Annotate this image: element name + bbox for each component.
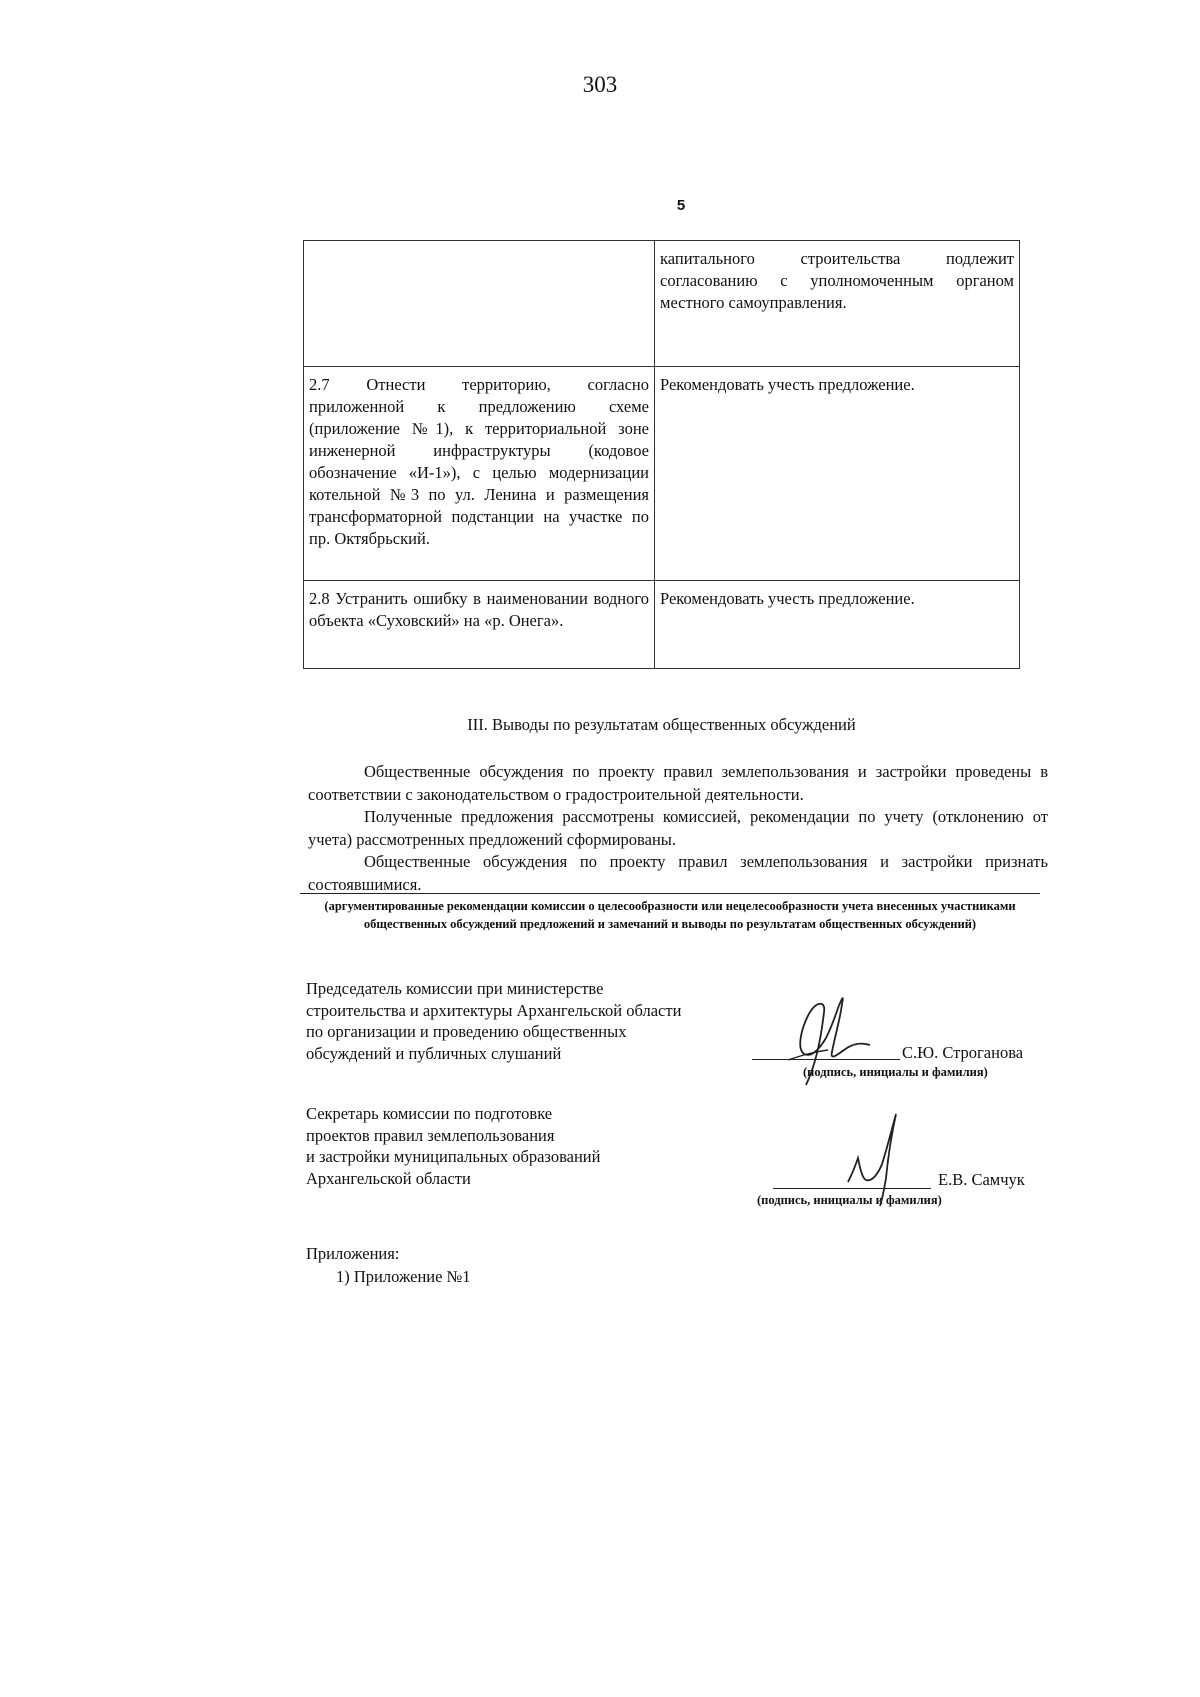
table-row (304, 581, 1020, 669)
conclusion-paragraph: Общественные обсуждения по проекту правил землепользования и застройки проведены в соответствии с законодательством о градостроительной деятельности. (308, 762, 1048, 804)
conclusions-text (308, 761, 1048, 896)
conclusions-underline (300, 893, 1040, 894)
secretary-title: Секретарь комиссии по подготовке проектов правил землепользования и застройки муниципальных образований Архангельской области (306, 1104, 601, 1188)
table-cell-recommendation: капитального строительства подлежит согласованию с уполномоченным органом местного самоуправления. (655, 241, 1020, 367)
chairman-title: Председатель комиссии при министерстве строительства и архитектуры Архангельской области по организации и проведению общественных обсуждений и публичных слушаний (306, 979, 682, 1063)
proposals-table (303, 240, 1020, 669)
table-cell-proposal (304, 241, 655, 367)
page-number: 303 (582, 72, 618, 97)
table-cell-proposal: 2.7 Отнести территорию, согласно приложенной к предложению схеме (приложение №1), к территориальной зоне инженерной инфраструктуры (кодовое обозначение «И-1»), с целью модернизации котельной №3 по ул. Ленина и размещения трансформаторной подстанции на участке по пр. Октябрьский. (304, 367, 655, 581)
table-cell-recommendation: Рекомендовать учесть предложение. (655, 367, 1020, 581)
table-cell-recommendation: Рекомендовать учесть предложение. (655, 581, 1020, 669)
conclusions-note: (аргументированные рекомендации комиссии о целесообразности или нецелесообразности учета внесенных участниками общественных обсуждений предложений и замечаний и выводы по результатам общественных обсуждений) (324, 899, 1016, 931)
section-title: III. Выводы по результатам общественных обсуждений (467, 715, 856, 734)
table-row (304, 241, 1020, 367)
table-row (304, 367, 1020, 581)
chairman-signature (760, 990, 920, 1095)
secretary-signature (830, 1108, 920, 1208)
sheet-number: 5 (676, 197, 686, 214)
attachments-label: Приложения: (306, 1244, 400, 1263)
conclusion-paragraph: Полученные предложения рассмотрены комиссией, рекомендации по учету (отклонению от учета) рассмотренных предложений сформированы. (308, 807, 1048, 849)
conclusion-paragraph: Общественные обсуждения по проекту правил землепользования и застройки признать состоявшимися. (308, 852, 1048, 894)
table-cell-proposal: 2.8 Устранить ошибку в наименовании водного объекта «Суховский» на «р. Онега». (304, 581, 655, 669)
secretary-name: Е.В. Самчук (938, 1170, 1025, 1189)
chairman-signature-caption: (подпись, инициалы и фамилия) (803, 1065, 988, 1079)
chairman-name: С.Ю. Строганова (902, 1043, 1024, 1062)
attachment-item: 1) Приложение №1 (336, 1267, 471, 1286)
secretary-signature-caption: (подпись, инициалы и фамилия) (757, 1193, 942, 1207)
attachments (306, 1242, 471, 1288)
